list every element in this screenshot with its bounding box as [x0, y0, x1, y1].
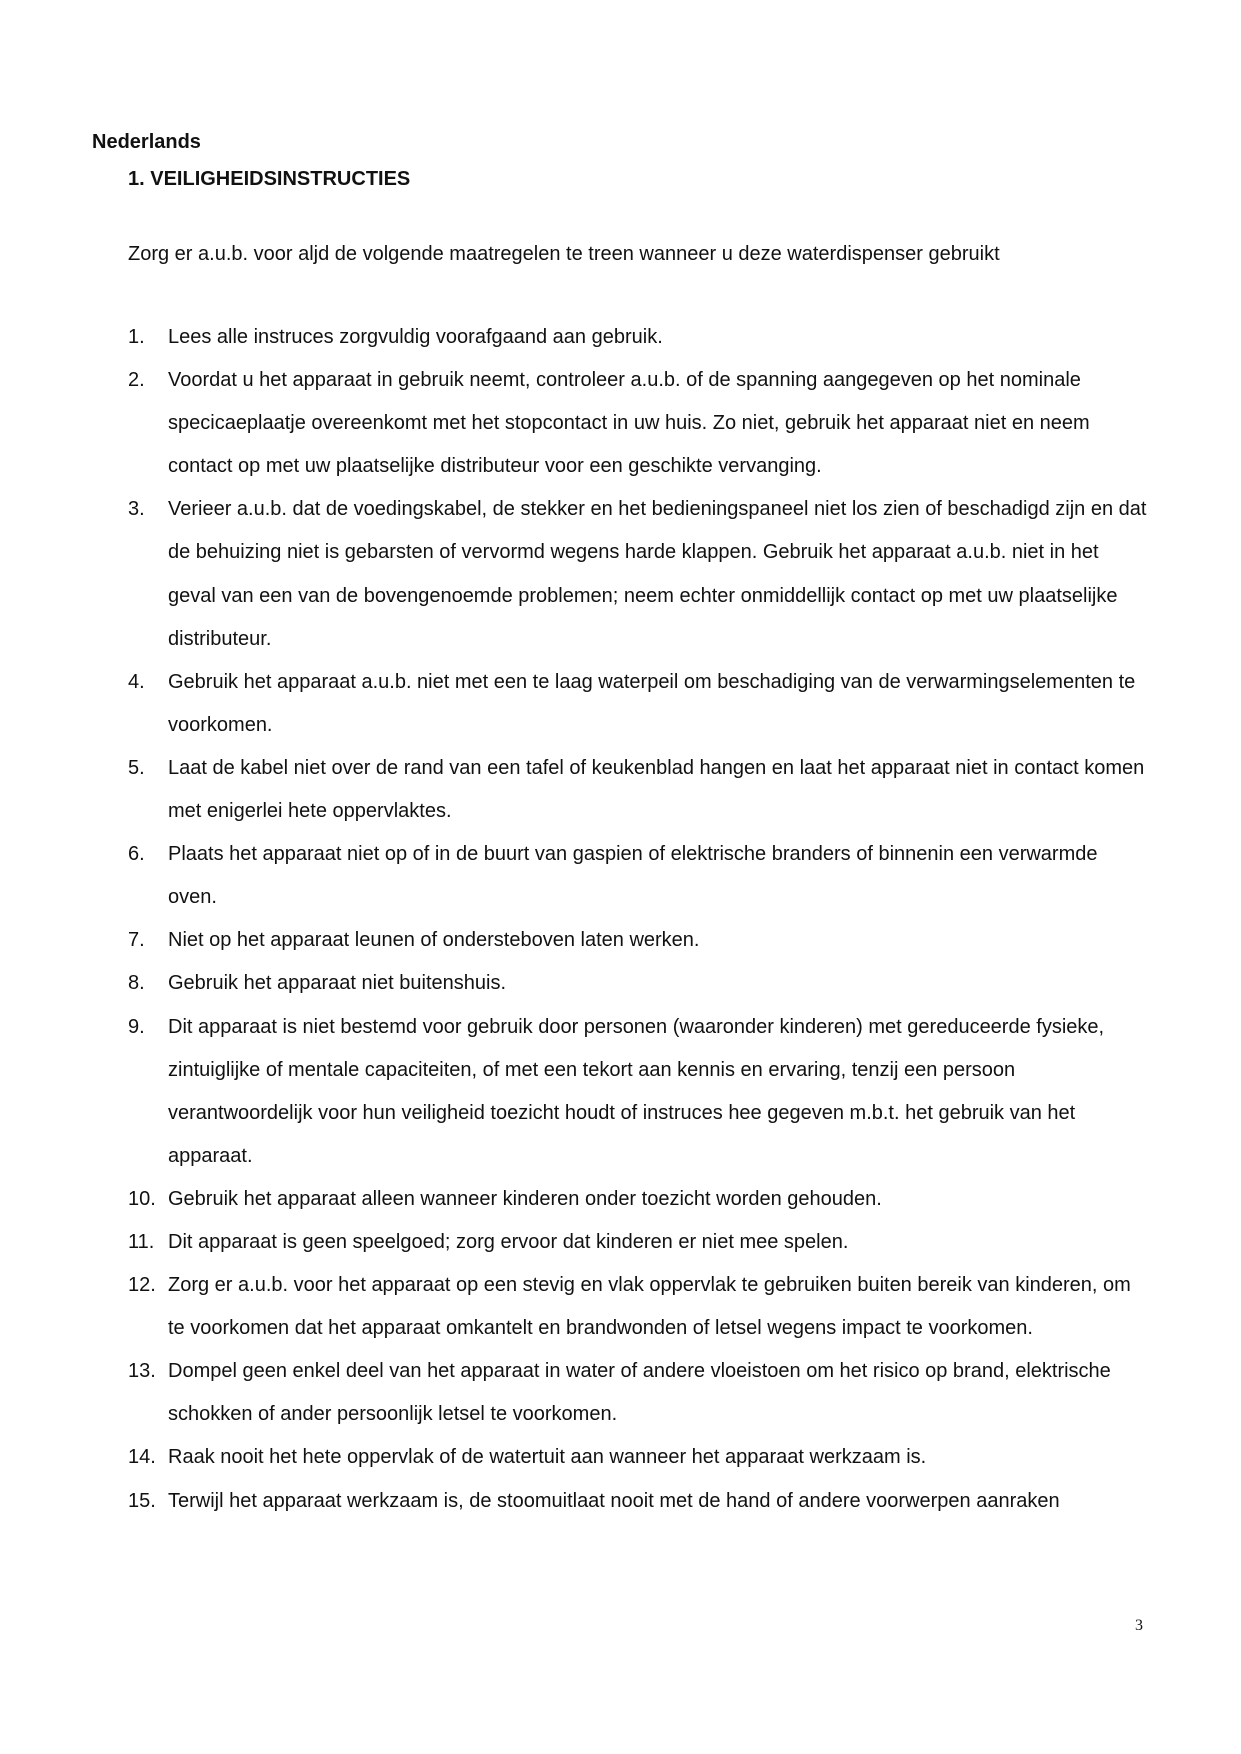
- list-item-number: 11.: [128, 1230, 155, 1253]
- list-item-text: Dit apparaat is geen speelgoed; zorg ervoor dat kinderen er niet mee spelen.: [168, 1230, 849, 1253]
- list-item-text: Laat de kabel niet over de rand van een tafel of keukenblad hangen en laat het apparaat niet in contact komen met enigerlei hete oppervlaktes.: [168, 756, 1145, 823]
- list-item: [128, 316, 1148, 359]
- list-item-number: 4.: [128, 670, 145, 693]
- list-item: [128, 661, 1148, 747]
- list-item-text: Niet op het apparaat leunen of ondersteboven laten werken.: [168, 929, 700, 952]
- list-item-text: Gebruik het apparaat a.u.b. niet met een te laag waterpeil om beschadiging van de verwarmingselementen te voorkomen.: [168, 670, 1136, 736]
- intro-paragraph: Zorg er a.u.b. voor aljd de volgende maatregelen te treen wanneer u deze waterdispenser gebruikt: [128, 243, 1000, 265]
- list-item-number: 10.: [128, 1187, 156, 1210]
- list-item-text: Gebruik het apparaat alleen wanneer kinderen onder toezicht worden gehouden.: [168, 1187, 882, 1210]
- list-item: [128, 919, 1148, 962]
- safety-instructions-list: [128, 316, 1148, 1523]
- list-item: [128, 833, 1148, 919]
- list-item-text: Plaats het apparaat niet op of in de buurt van gaspien of elektrische branders of binnenin een verwarmde oven.: [168, 843, 1098, 909]
- list-item: [128, 359, 1148, 488]
- list-item: [128, 1264, 1148, 1350]
- list-item-number: 9.: [128, 1015, 145, 1038]
- list-item-number: 5.: [128, 756, 145, 779]
- list-item: [128, 962, 1148, 1005]
- list-item-number: 2.: [128, 369, 145, 392]
- list-item-text: Voordat u het apparaat in gebruik neemt, controleer a.u.b. of de spanning aangegeven op het nominale specicaeplaatje overeenkomt met het stopcontact in uw huis. Zo niet, gebruik het apparaat niet en neem contact op met uw plaatselijke distributeur voor een geschikte vervanging.: [168, 369, 1090, 478]
- list-item-number: 13.: [128, 1360, 156, 1383]
- list-item-text: Dit apparaat is niet bestemd voor gebruik door personen (waaronder kinderen) met gereduceerde fysieke, zintuiglijke of mentale capaciteiten, of met een tekort aan kennis en ervaring, tenzij een persoon verantwoordelijk voor hun veiligheid toezicht houdt of instruces hee gegeven m.b.t. het gebruik van het apparaat.: [168, 1015, 1105, 1167]
- list-item: [128, 1350, 1148, 1436]
- list-item-text: Gebruik het apparaat niet buitenshuis.: [168, 972, 506, 995]
- list-item-text: Lees alle instruces zorgvuldig voorafgaand aan gebruik.: [168, 326, 663, 348]
- list-item-number: 6.: [128, 843, 145, 866]
- list-item-text: Dompel geen enkel deel van het apparaat in water of andere vloeistoen om het risico op brand, elektrische schokken of ander persoonlijk letsel te voorkomen.: [168, 1360, 1111, 1426]
- list-item-text: Zorg er a.u.b. voor het apparaat op een stevig en vlak oppervlak te gebruiken buiten bereik van kinderen, om te voorkomen dat het apparaat omkantelt en brandwonden of letsel wegens impact te voorkomen.: [168, 1274, 1131, 1340]
- list-item-number: 1.: [128, 326, 145, 348]
- list-item-number: 8.: [128, 972, 145, 995]
- list-item-number: 14.: [128, 1446, 156, 1469]
- list-item: [128, 1006, 1148, 1178]
- list-item: [128, 1480, 1148, 1523]
- section-heading: 1. VEILIGHEIDSINSTRUCTIES: [128, 168, 411, 190]
- list-item: [128, 1178, 1148, 1221]
- list-item-number: 12.: [128, 1274, 156, 1297]
- list-item: [128, 1221, 1148, 1264]
- list-item-text: Terwijl het apparaat werkzaam is, de stoomuitlaat nooit met de hand of andere voorwerpen aanraken: [168, 1489, 1060, 1512]
- list-item-text: Verieer a.u.b. dat de voedingskabel, de stekker en het bedieningspaneel niet los zien of beschadigd zijn en dat de behuizing niet is gebarsten of vervormd wegens harde klappen. Gebruik het apparaat a.u.b. niet in het geval van een van de bovengenoemde problemen; neem echter onmiddellijk contact op met uw plaatselijke distributeur.: [168, 498, 1147, 650]
- list-item-text: Raak nooit het hete oppervlak of de watertuit aan wanneer het apparaat werkzaam is.: [168, 1446, 927, 1469]
- page-number: 3: [1135, 1617, 1143, 1634]
- list-item: [128, 1436, 1148, 1479]
- list-item-number: 7.: [128, 929, 145, 952]
- list-item-number: 15.: [128, 1489, 156, 1512]
- list-item-number: 3.: [128, 498, 145, 521]
- language-heading: Nederlands: [92, 131, 201, 153]
- list-item: [128, 488, 1148, 660]
- list-item: [128, 747, 1148, 833]
